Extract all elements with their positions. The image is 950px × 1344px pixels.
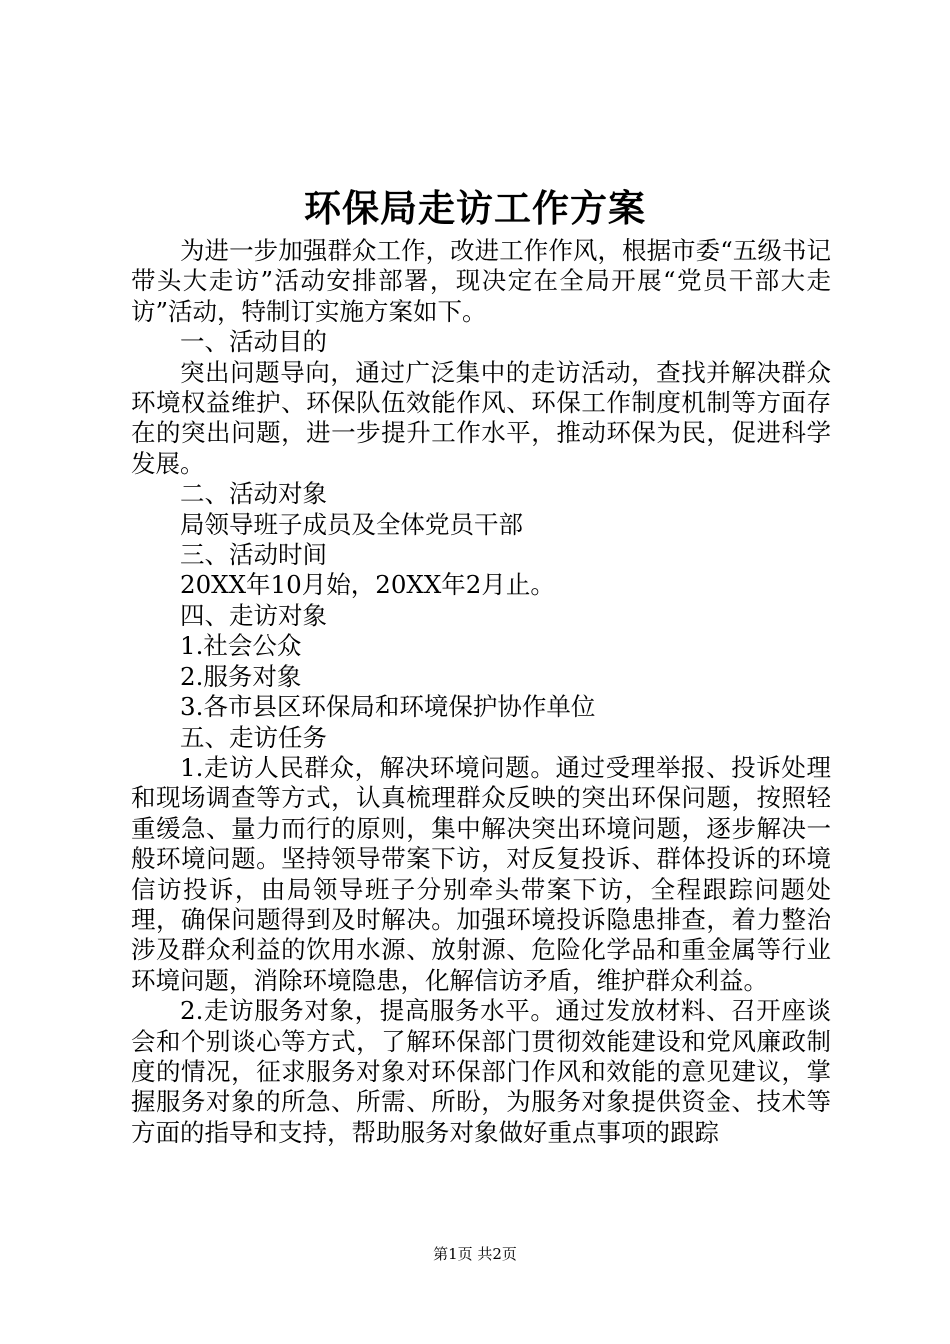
document-title: 环保局走访工作方案 [304,187,646,230]
paragraph-task-2: 2.走访服务对象，提高服务水平。通过发放材料、召开座谈会和个别谈心等方式，了解环保部门贯彻效能建设和党风廉政制度的情况，征求服务对象对环保部门作风和效能的意见建议，掌握服务对象的所急、所需、所盼，为服务对象提供资金、技术等方面的指导和支持，帮助服务对象做好重点事项的跟踪 [131,996,831,1147]
list-item-public: 1.社会公众 [180,631,302,661]
heading-time: 三、活动时间 [180,540,327,570]
heading-participants: 二、活动对象 [180,479,327,509]
paragraph-purpose: 突出问题导向，通过广泛集中的走访活动，查找并解决群众环境权益维护、环保队伍效能作风、环保工作制度机制等方面存在的突出问题，进一步提升工作水平，推动环保为民，促进科学发展。 [131,357,831,478]
paragraph-time: 20XX年10月始，20XX年2月止。 [180,570,555,600]
list-item-service-objects: 2.服务对象 [180,661,302,691]
page-footer: 第1页 共2页 [433,1245,517,1263]
heading-visit-targets: 四、走访对象 [180,600,327,630]
list-item-bureaus: 3.各市县区环保局和环境保护协作单位 [180,692,596,722]
document-body [131,236,831,1148]
paragraph-participants: 局领导班子成员及全体党员干部 [180,509,523,539]
heading-visit-tasks: 五、走访任务 [180,722,327,752]
heading-purpose: 一、活动目的 [180,327,327,357]
paragraph-task-1: 1.走访人民群众，解决环境问题。通过受理举报、投诉处理和现场调查等方式，认真梳理群众反映的突出环保问题，按照轻重缓急、量力而行的原则，集中解决突出环境问题，逐步解决一般环境问题。坚持领导带案下访，对反复投诉、群体投诉的环境信访投诉，由局领导班子分别牵头带案下访，全程跟踪问题处理，确保问题得到及时解决。加强环境投诉隐患排查，着力整治涉及群众利益的饮用水源、放射源、危险化学品和重金属等行业环境问题，消除环境隐患，化解信访矛盾，维护群众利益。 [131,752,831,995]
paragraph-intro: 为进一步加强群众工作，改进工作作风，根据市委“五级书记带头大走访”活动安排部署，现决定在全局开展“党员干部大走访”活动，特制订实施方案如下。 [131,236,831,326]
